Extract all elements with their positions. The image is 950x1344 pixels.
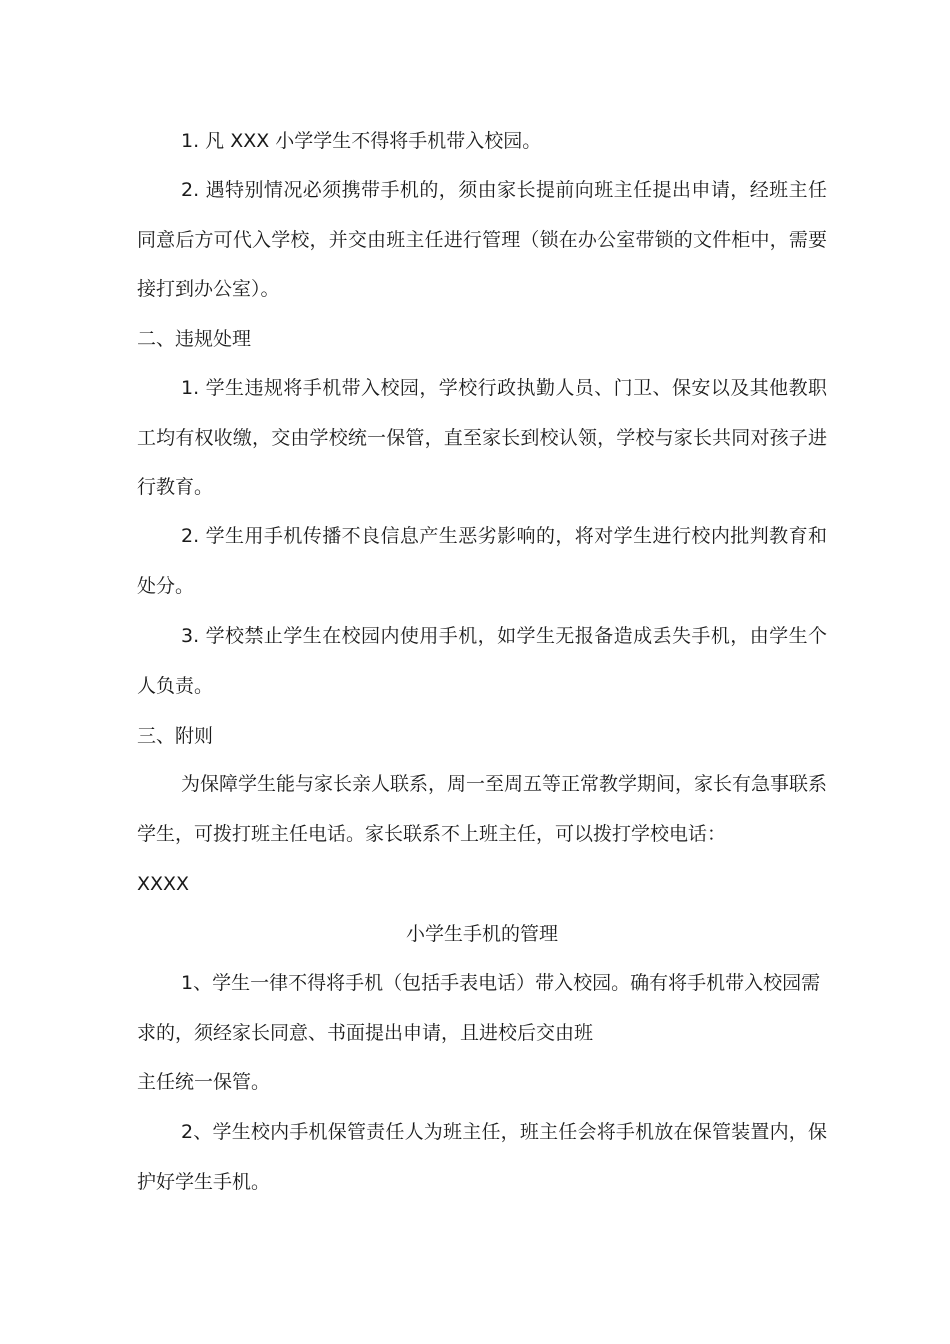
section-heading-appendix: 三、附则 <box>137 725 214 747</box>
appendix-paragraph: 为保障学生能与家长亲人联系，周一至周五等正常教学期间，家长有急事联系学生，可拨打班主任电话。家长联系不上班主任，可以拨打学校电话： <box>137 773 828 845</box>
management-item-1: 1、学生一律不得将手机（包括手表电话）带入校园。确有将手机带入校园需求的，须经家长同意、书面提出申请，且进校后交由班 <box>137 972 821 1044</box>
violation-item-1: 1. 学生违规将手机带入校园，学校行政执勤人员、门卫、保安以及其他教职工均有权收缴，交由学校统一保管，直至家长到校认领，学校与家长共同对孩子进行教育。 <box>137 377 827 498</box>
management-item-1-continued: 主任统一保管。 <box>137 1071 271 1093</box>
section-heading-violations: 二、违规处理 <box>137 328 252 350</box>
violation-item-2: 2. 学生用手机传播不良信息产生恶劣影响的，将对学生进行校内批判教育和处分。 <box>137 525 827 597</box>
rule-item-1: 1. 凡 XXX 小学学生不得将手机带入校园。 <box>181 130 542 152</box>
management-item-2: 2、学生校内手机保管责任人为班主任，班主任会将手机放在保管装置内，保护好学生手机。 <box>137 1121 827 1193</box>
school-phone: XXXX <box>137 873 190 895</box>
rule-item-2: 2. 遇特别情况必须携带手机的，须由家长提前向班主任提出申请，经班主任同意后方可代入学校，并交由班主任进行管理（锁在办公室带锁的文件柜中，需要接打到办公室）。 <box>137 179 827 300</box>
document-subtitle: 小学生手机的管理 <box>405 923 558 945</box>
violation-item-3: 3. 学校禁止学生在校园内使用手机，如学生无报备造成丢失手机，由学生个人负责。 <box>137 625 827 697</box>
